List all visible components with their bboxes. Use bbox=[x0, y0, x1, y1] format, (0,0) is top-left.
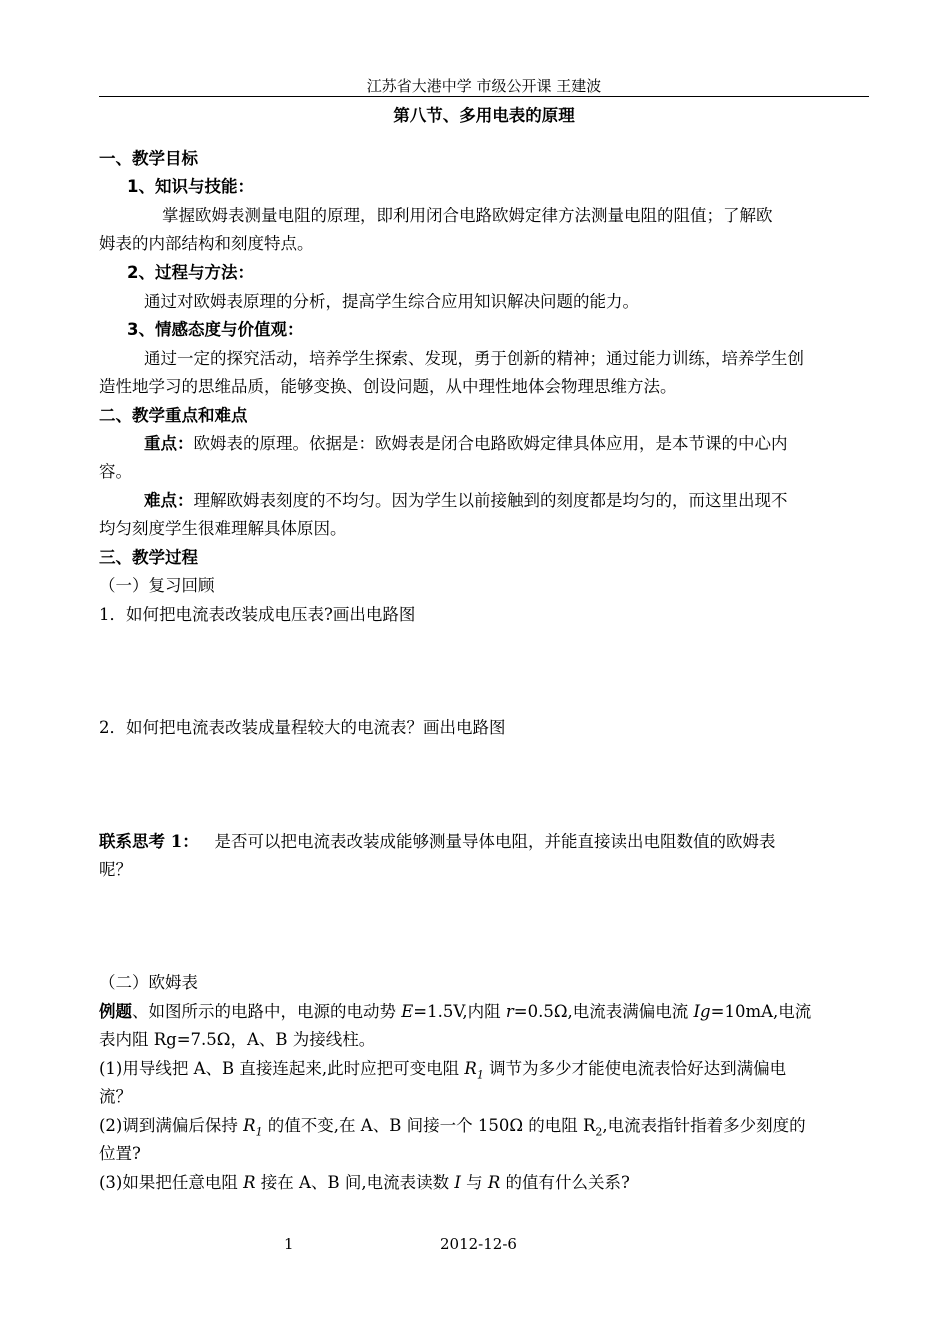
example-line-1: 例题、如图所示的电路中，电源的电动势 E=1.5V,内阻 r=0.5Ω,电流表满偏电流 Ig=10mA,电流 bbox=[99, 1002, 812, 1021]
difficulty-line-1: 难点：理解欧姆表刻度的不均匀。因为学生以前接触到的刻度都是均匀的，而这里出现不 bbox=[144, 491, 788, 510]
footer-date: 2012-12-6 bbox=[440, 1235, 517, 1253]
page-number: 1 bbox=[284, 1235, 294, 1253]
process-line-1: 通过对欧姆表原理的分析，提高学生综合应用知识解决问题的能力。 bbox=[144, 292, 639, 311]
example-part-2-line-1: (2)调到满偏后保持 $R_1$ 的值不变,在 A、B 间接一个 150Ω 的电阻 $R_2$,电流表指针指着多少刻度的 bbox=[99, 1116, 806, 1139]
section-2-heading: 二、教学重点和难点 bbox=[99, 406, 248, 425]
think-line-2: 呢？ bbox=[99, 860, 132, 879]
subsection-attitude-label: 3、情感态度与价值观： bbox=[127, 320, 304, 339]
knowledge-line-1: 掌握欧姆表测量电阻的原理，即利用闭合电路欧姆定律方法测量电阻的阻值；了解欧 bbox=[162, 206, 773, 225]
attitude-line-2: 造性地学习的思维品质，能够变换、创设问题，从中理性地体会物理思维方法。 bbox=[99, 377, 677, 396]
section-3-heading: 三、教学过程 bbox=[99, 548, 198, 567]
attitude-line-1: 通过一定的探究活动，培养学生探索、发现，勇于创新的精神；通过能力训练，培养学生创 bbox=[144, 349, 804, 368]
key-point-line-2: 容。 bbox=[99, 462, 132, 481]
ohmmeter-heading: （二）欧姆表 bbox=[99, 973, 198, 992]
key-point-line-1: 重点：欧姆表的原理。依据是：欧姆表是闭合电路欧姆定律具体应用，是本节课的中心内 bbox=[144, 434, 788, 453]
example-part-1-line-2: 流？ bbox=[99, 1087, 132, 1106]
header-rule bbox=[99, 96, 869, 97]
think-line-1: 联系思考 1： 是否可以把电流表改装成能够测量导体电阻，并能直接读出电阻数值的欧姆表 bbox=[99, 832, 776, 851]
subsection-process-label: 2、过程与方法： bbox=[127, 263, 254, 282]
example-part-2-line-2: 位置? bbox=[99, 1144, 141, 1163]
difficulty-line-2: 均匀刻度学生很难理解具体原因。 bbox=[99, 519, 347, 538]
example-part-3-line-1: (3)如果把任意电阻 R 接在 A、B 间,电流表读数 I 与 R 的值有什么关系? bbox=[99, 1173, 630, 1192]
page-header: 江苏省大港中学 市级公开课 王建波 bbox=[366, 77, 602, 95]
subsection-knowledge-label: 1、知识与技能： bbox=[127, 177, 254, 196]
knowledge-line-2: 姆表的内部结构和刻度特点。 bbox=[99, 234, 314, 253]
question-2: 2．如何把电流表改装成量程较大的电流表？画出电路图 bbox=[99, 718, 506, 737]
section-1-heading: 一、教学目标 bbox=[99, 149, 198, 168]
page-title: 第八节、多用电表的原理 bbox=[393, 106, 575, 125]
example-part-1-line-1: (1)用导线把 A、B 直接连起来,此时应把可变电阻 $R_1$ 调节为多少才能使电流表恰好达到满偏电 bbox=[99, 1059, 787, 1082]
question-1: 1．如何把电流表改装成电压表?画出电路图 bbox=[99, 605, 416, 624]
example-line-2: 表内阻 Rg=7.5Ω，A、B 为接线柱。 bbox=[99, 1030, 376, 1049]
review-heading: （一）复习回顾 bbox=[99, 576, 215, 595]
